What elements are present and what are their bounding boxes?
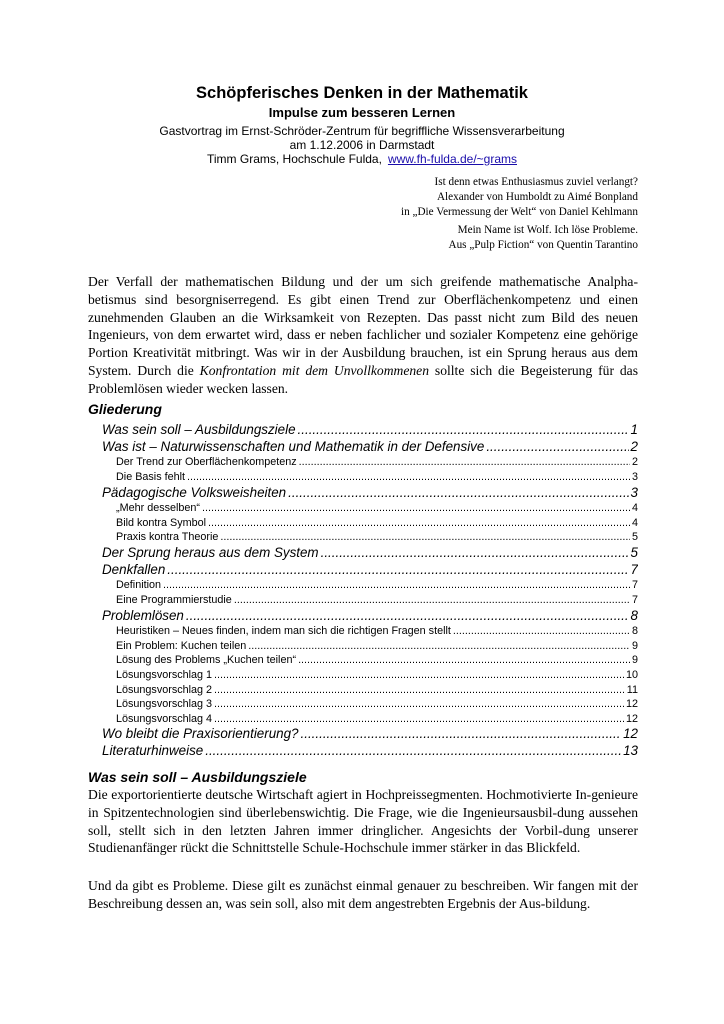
toc-entry-page: 7	[631, 579, 638, 592]
toc-entry[interactable]	[88, 639, 638, 654]
toc-dot-leader	[301, 726, 622, 743]
toc-entry-page: 5	[630, 545, 638, 561]
epigraph-2-text: Mein Name ist Wolf. Ich löse Probleme.	[457, 224, 638, 236]
document-title: Schöpferisches Denken in der Mathematik	[196, 84, 528, 102]
toc-entry-page: 3	[631, 470, 638, 483]
epigraph-1-source: in „Die Vermessung der Welt“ von Daniel Kehlmann	[401, 206, 638, 218]
toc-dot-leader	[298, 653, 630, 668]
toc-dot-leader	[186, 608, 629, 625]
toc-entry[interactable]	[88, 516, 638, 531]
toc-entry[interactable]	[88, 439, 638, 456]
toc-entry-label: Bild kontra Symbol	[116, 516, 207, 529]
toc-entry-label: Definition	[116, 579, 162, 592]
toc-entry-page: 4	[631, 516, 638, 529]
toc-entry-label: Der Trend zur Oberflächenkompetenz	[116, 456, 297, 469]
toc-dot-leader	[187, 470, 630, 485]
toc-entry-page: 12	[625, 698, 638, 711]
toc-dot-leader	[288, 485, 628, 502]
toc-entry-page: 7	[630, 561, 638, 577]
toc-entry-label: Die Basis fehlt	[116, 470, 186, 483]
toc-entry[interactable]	[88, 501, 638, 516]
toc-dot-leader	[202, 501, 630, 516]
toc-entry-label: Wo bleibt die Praxisorientierung?	[102, 726, 299, 742]
toc-entry-label: Lösungsvorschlag 4	[116, 712, 213, 725]
toc-entry-page: 12	[623, 726, 638, 742]
intro-text-start: Der Verfall der mathematischen Bildung und der um sich greifende mathematische Analpha-betismus sind besorgniserregend. Es gibt einen Trend zur Oberflächenkompetenz und einen zunehmenden Glauben an die Wirksamkeit von Rezepten. Das passt nicht zum Bild des neuen Ingenieurs, von dem erwartet wird, dass er neben fachlicher und sozialer Kompetenz eine gehörige Portion Kreativität mitbringt. Was wir in der Ausbildung brauchen, ist ein Sprung heraus aus dem System. Durch die	[88, 274, 638, 378]
toc-dot-leader	[299, 455, 630, 470]
toc-entry-label: Der Sprung heraus aus dem System	[102, 545, 319, 561]
toc-entry-label: Literaturhinweise	[102, 743, 204, 759]
toc-entry-label: Heuristiken – Neues finden, indem man sich die richtigen Fragen stellt	[116, 625, 451, 638]
event-info-line-2: am 1.12.2006 in Darmstadt	[289, 138, 435, 152]
table-of-contents	[88, 422, 638, 760]
intro-text-end: sollte sich die Begeisterung für das Problemlösen wieder wecken lassen.	[88, 362, 638, 396]
toc-entry[interactable]	[88, 578, 638, 593]
toc-entry[interactable]	[88, 593, 638, 608]
toc-entry-page: 8	[630, 607, 638, 623]
toc-entry-page: 2	[631, 456, 638, 469]
toc-entry-label: Lösungsvorschlag 1	[116, 669, 213, 682]
toc-entry-page: 8	[631, 625, 638, 638]
toc-entry[interactable]	[88, 683, 638, 698]
toc-entry[interactable]	[88, 668, 638, 683]
epigraph-1-text: Ist denn etwas Enthusiasmus zuviel verlangt?	[434, 176, 638, 188]
epigraph-1-attribution: Alexander von Humboldt zu Aimé Bonpland	[436, 191, 638, 203]
section-heading-ausbildungsziele: Was sein soll – Ausbildungsziele	[88, 769, 307, 785]
toc-entry-label: „Mehr desselben“	[116, 502, 201, 515]
toc-entry-page: 3	[630, 484, 638, 500]
intro-emphasis: Konfrontation mit dem Unvollkommenen	[199, 362, 430, 378]
toc-entry[interactable]	[88, 422, 638, 439]
section-paragraph-1: Die exportorientierte deutsche Wirtschaft agiert in Hochpreissegmenten. Hochmotivierte In-genieure in Spitzentechnologien sind überlebenswichtig. Die Frage, wie die Ingenieursausbil-dung aussehen soll, stellt sich in den letzten Jahren immer dringlicher. Angesichts der Vorbil-dung unserer Studienanfänger rückt die Schnittstelle Schule-Hochschule immer stärker in das Blickfeld.	[88, 787, 638, 856]
toc-dot-leader	[208, 516, 630, 531]
toc-entry-label: Pädagogische Volksweisheiten	[102, 484, 287, 500]
toc-dot-leader	[298, 422, 629, 439]
toc-entry[interactable]	[88, 455, 638, 470]
toc-dot-leader	[248, 639, 630, 654]
toc-entry[interactable]	[88, 485, 638, 502]
toc-entry-label: Lösung des Problems „Kuchen teilen“	[116, 654, 297, 667]
epigraph-1	[218, 175, 638, 220]
toc-entry-label: Eine Programmierstudie	[116, 594, 232, 606]
toc-entry-label: Denkfallen	[102, 561, 166, 577]
toc-entry[interactable]	[88, 624, 638, 639]
toc-entry-page: 13	[623, 743, 638, 759]
toc-dot-leader	[205, 743, 621, 760]
toc-entry[interactable]	[88, 530, 638, 545]
toc-entry-label: Lösungsvorschlag 3	[116, 698, 213, 711]
epigraph-2-source: Aus „Pulp Fiction“ von Quentin Tarantino	[448, 239, 638, 251]
author-website-link[interactable]: www.fh-fulda.de/~grams	[387, 152, 517, 166]
toc-dot-leader	[167, 562, 628, 579]
toc-dot-leader	[486, 439, 628, 456]
toc-entry[interactable]	[88, 562, 638, 579]
toc-entry[interactable]	[88, 470, 638, 485]
toc-entry[interactable]	[88, 743, 638, 760]
toc-entry[interactable]	[88, 726, 638, 743]
toc-heading: Gliederung	[88, 401, 162, 417]
toc-dot-leader	[163, 578, 630, 593]
toc-dot-leader	[220, 530, 630, 545]
toc-entry-page: 2	[630, 438, 638, 454]
toc-entry-label: Lösungsvorschlag 2	[116, 683, 213, 696]
epigraph-2	[218, 223, 638, 253]
toc-entry-page: 5	[631, 531, 638, 544]
toc-dot-leader	[234, 593, 630, 608]
toc-dot-leader	[214, 683, 625, 698]
document-subtitle: Impulse zum besseren Lernen	[268, 105, 456, 120]
toc-dot-leader	[214, 697, 624, 712]
toc-entry-label: Praxis kontra Theorie	[116, 531, 219, 544]
toc-entry-label: Problemlösen	[102, 607, 184, 623]
author-name: Timm Grams, Hochschule Fulda,	[207, 152, 382, 166]
author-line	[0, 152, 724, 167]
toc-dot-leader	[214, 668, 624, 683]
toc-entry-page: 7	[631, 594, 638, 606]
toc-entry[interactable]	[88, 545, 638, 562]
toc-dot-leader	[453, 624, 630, 639]
toc-entry-page: 10	[625, 669, 638, 682]
toc-entry-page: 4	[631, 502, 638, 515]
toc-entry[interactable]	[88, 697, 638, 712]
event-info-line-1: Gastvortrag im Ernst-Schröder-Zentrum für begriffliche Wissensverarbeitung	[159, 124, 565, 138]
toc-entry[interactable]	[88, 608, 638, 625]
toc-entry[interactable]	[88, 653, 638, 668]
toc-entry-page: 12	[625, 712, 638, 725]
section-paragraph-2: Und da gibt es Probleme. Diese gilt es zunächst einmal genauer zu beschreiben. Wir fangen mit der Beschreibung dessen an, was sein soll, also mit dem angestrebten Ergebnis der Aus-bildung.	[88, 878, 638, 911]
toc-dot-leader	[214, 712, 624, 727]
toc-entry[interactable]	[88, 712, 638, 727]
toc-dot-leader	[321, 545, 629, 562]
intro-paragraph	[88, 273, 638, 398]
toc-entry-label: Was sein soll – Ausbildungsziele	[102, 422, 296, 437]
toc-entry-label: Was ist – Naturwissenschaften und Mathematik in der Defensive	[102, 438, 485, 454]
toc-entry-page: 1	[630, 422, 638, 437]
toc-entry-page: 11	[626, 683, 638, 696]
toc-entry-page: 9	[631, 654, 638, 667]
toc-entry-label: Ein Problem: Kuchen teilen	[116, 639, 247, 652]
toc-entry-page: 9	[631, 639, 638, 652]
